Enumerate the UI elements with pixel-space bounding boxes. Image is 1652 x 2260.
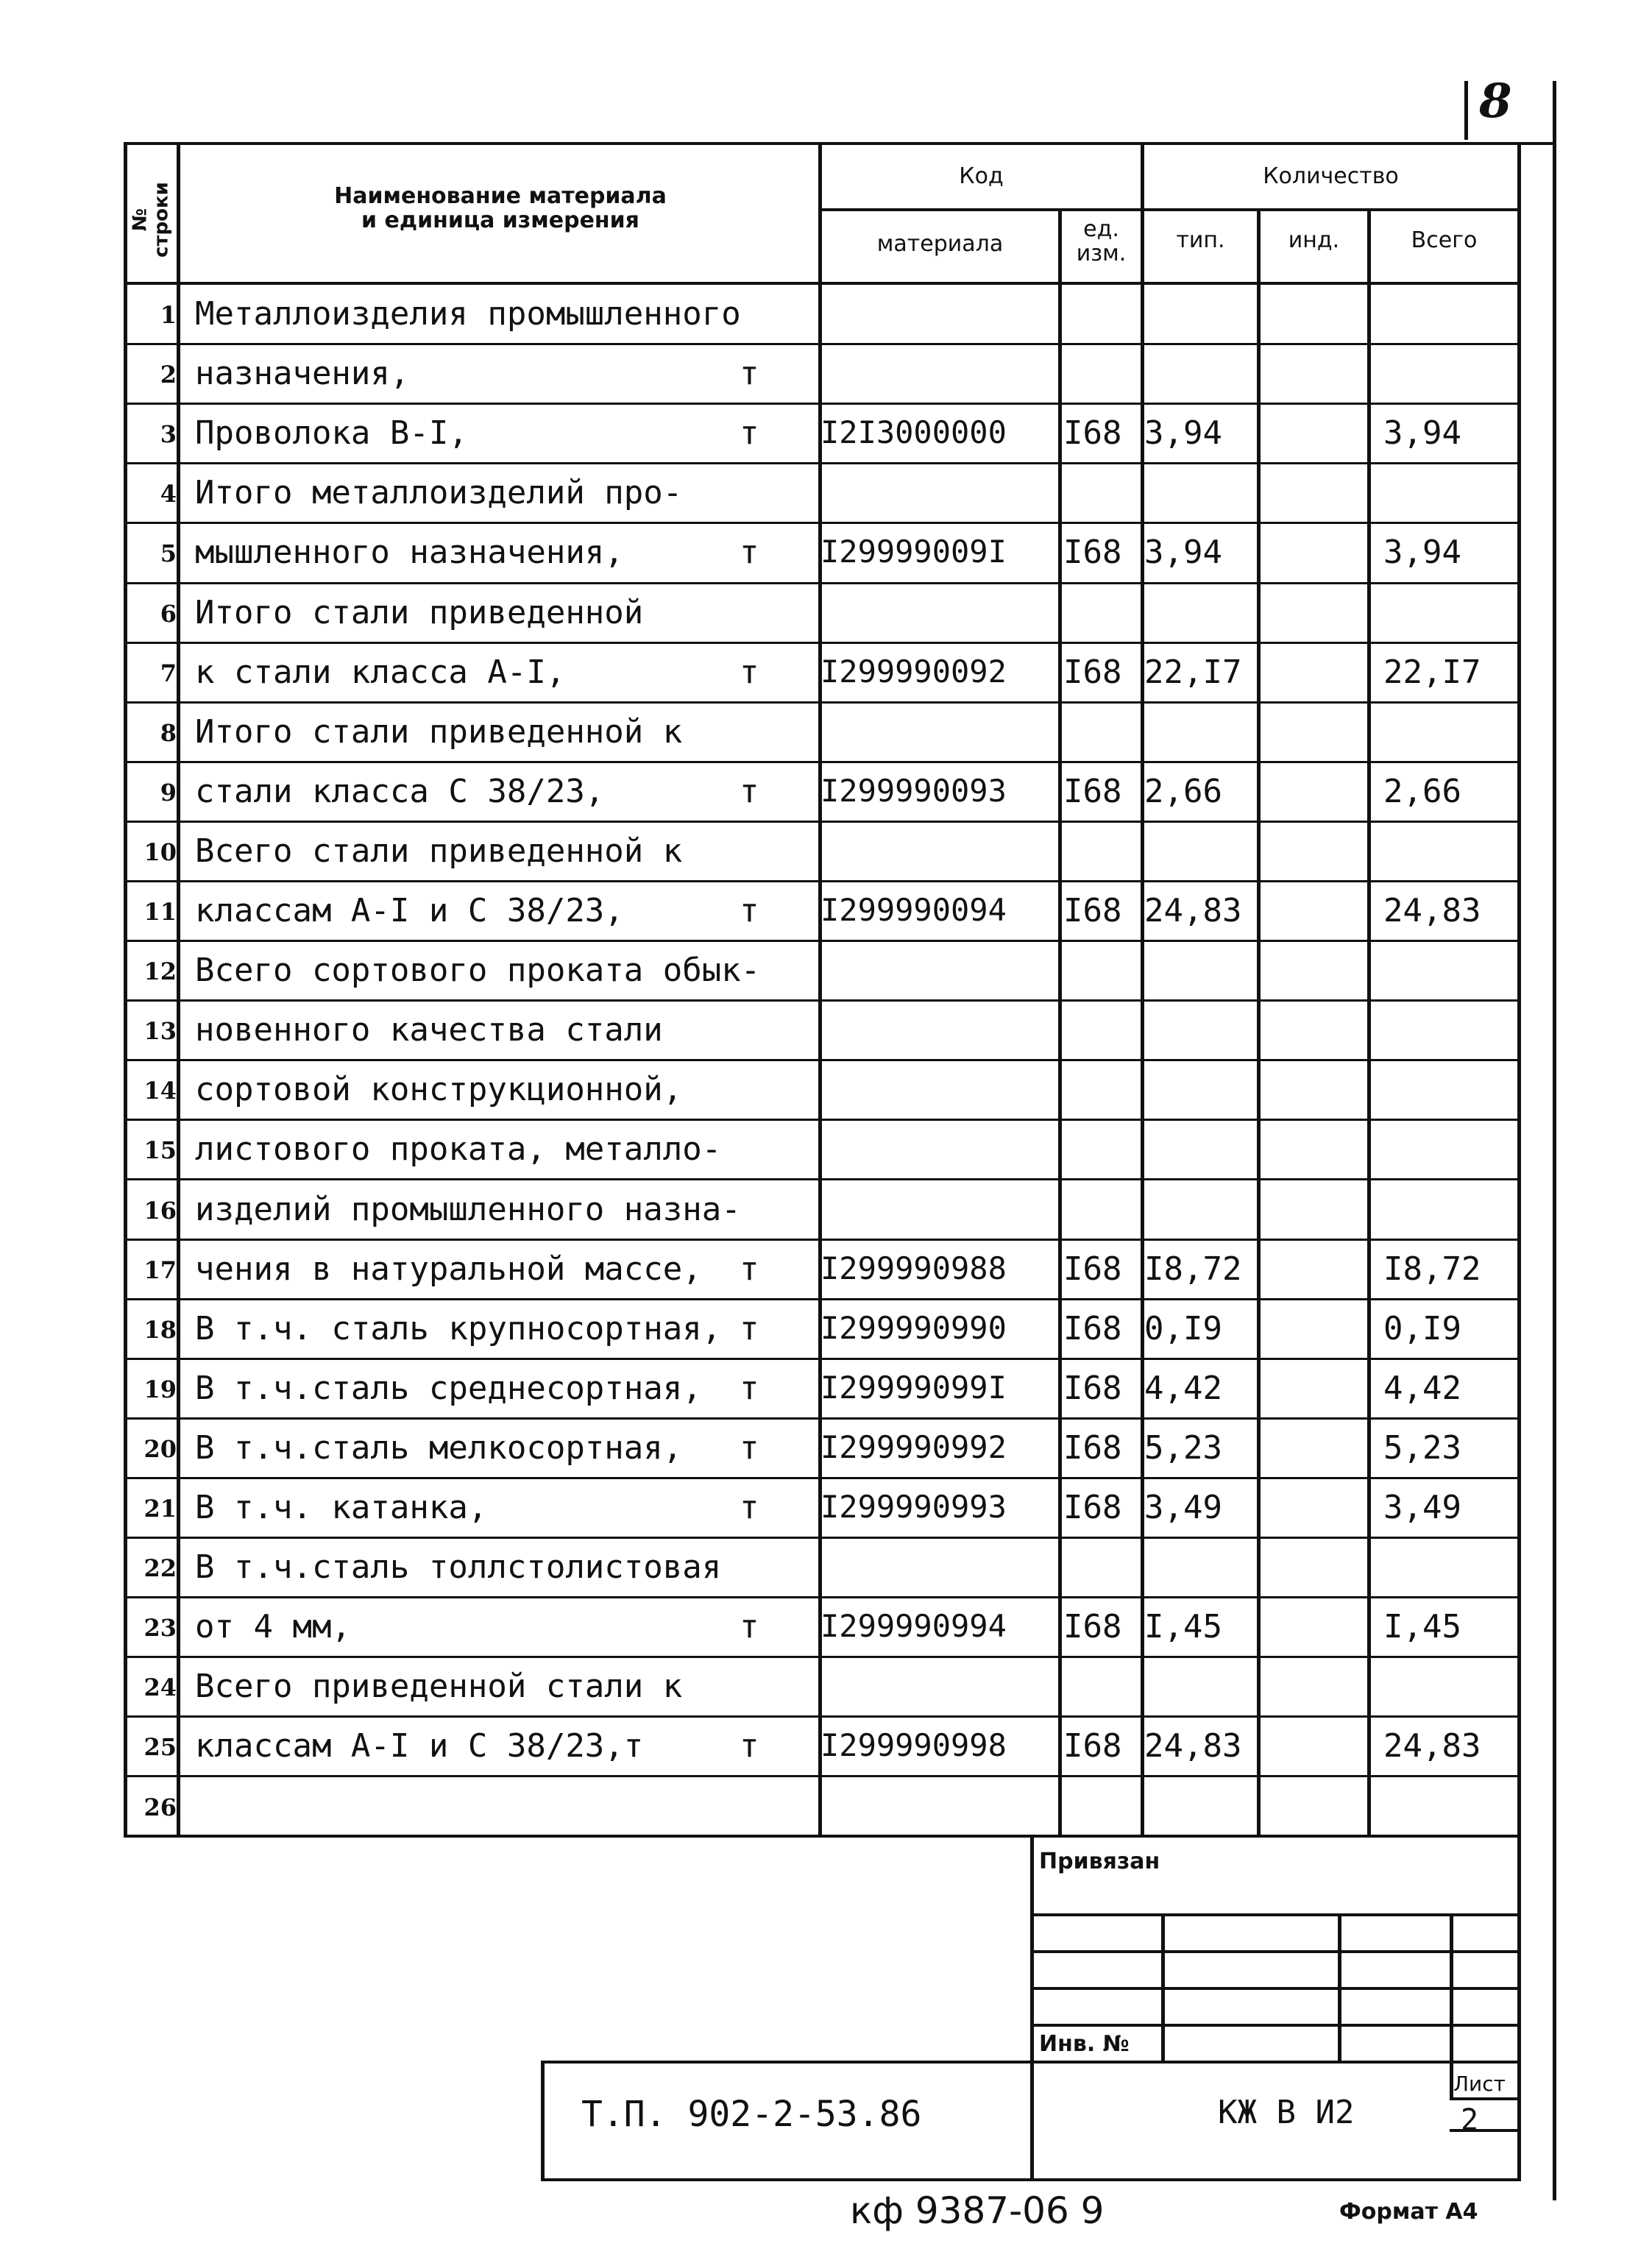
row-number: 10 (143, 838, 177, 866)
row-name: новенного качества стали (195, 1011, 663, 1049)
row-name: Металлоизделия промышленного (195, 295, 741, 333)
row-divider (124, 1059, 1521, 1061)
row-name: чения в натуральной массе, (195, 1250, 702, 1288)
row-name: листового проката, металло- (195, 1130, 722, 1168)
row-total: 24,83 (1383, 1727, 1481, 1765)
header-quantity: Количество (1263, 163, 1399, 189)
row-unit: I68 (1063, 1310, 1122, 1347)
row-unit: I68 (1063, 534, 1122, 571)
row-total: 3,94 (1383, 534, 1461, 571)
row-divider (124, 761, 1521, 763)
row-code: I299990994 (820, 1608, 1007, 1644)
row-number: 23 (143, 1614, 177, 1642)
row-divider (124, 403, 1521, 405)
row-unit: I68 (1063, 1608, 1122, 1646)
stamp-inv-no: Инв. № (1039, 2031, 1130, 2057)
row-unit-mark: т (740, 1250, 759, 1288)
row-name: классам А-I и С 38/23,т (195, 1727, 644, 1765)
row-code: I299990092 (820, 653, 1007, 690)
row-number: 11 (143, 898, 177, 926)
row-number: 2 (160, 361, 177, 389)
row-divider (124, 821, 1521, 823)
row-typ: 24,83 (1144, 892, 1242, 929)
row-name: от 4 мм, (195, 1608, 351, 1646)
row-name: Итого металлоизделий про- (195, 474, 683, 511)
row-number: 25 (143, 1733, 177, 1761)
row-number: 5 (160, 539, 177, 567)
row-code: I299990988 (820, 1250, 1007, 1286)
row-number: 17 (143, 1256, 177, 1284)
row-typ: 5,23 (1144, 1429, 1222, 1467)
footer-format: Формат А4 (1339, 2199, 1478, 2225)
row-name: изделий промышленного назна- (195, 1191, 741, 1228)
row-typ: I8,72 (1144, 1250, 1242, 1288)
row-unit: I68 (1063, 1727, 1122, 1765)
row-unit: I68 (1063, 414, 1122, 452)
stamp-attached: Привязан (1039, 1849, 1160, 1874)
row-unit-mark: т (740, 414, 759, 452)
row-code: I2I3000000 (820, 414, 1007, 450)
row-number: 9 (160, 779, 177, 807)
header-name: Наименование материала и единица измерения (334, 183, 667, 233)
row-code: I29999099I (820, 1370, 1007, 1406)
row-typ: 4,42 (1144, 1370, 1222, 1407)
row-divider (124, 701, 1521, 704)
row-number: 12 (143, 957, 177, 985)
row-divider (124, 1178, 1521, 1180)
row-unit-mark: т (740, 773, 759, 810)
row-code: I299990094 (820, 892, 1007, 928)
row-divider (124, 462, 1521, 464)
row-divider (124, 582, 1521, 584)
row-divider (124, 1715, 1521, 1718)
row-divider (124, 940, 1521, 942)
row-total: 3,49 (1383, 1489, 1461, 1526)
row-unit-mark: т (740, 1727, 759, 1765)
row-name: Всего приведенной стали к (195, 1668, 683, 1705)
row-number: 13 (143, 1017, 177, 1045)
row-name: В т.ч.сталь среднесортная, (195, 1370, 702, 1407)
row-typ: 0,I9 (1144, 1310, 1222, 1347)
row-divider (124, 343, 1521, 345)
row-unit: I68 (1063, 1489, 1122, 1526)
row-unit: I68 (1063, 892, 1122, 929)
row-typ: 3,49 (1144, 1489, 1222, 1526)
header-code: Код (959, 163, 1004, 189)
row-divider (124, 999, 1521, 1002)
row-number: 26 (143, 1793, 177, 1821)
row-number: 24 (143, 1673, 177, 1701)
row-unit: I68 (1063, 773, 1122, 810)
row-total: 5,23 (1383, 1429, 1461, 1467)
row-number: 20 (143, 1435, 177, 1463)
row-total: 24,83 (1383, 892, 1481, 929)
row-divider (124, 1596, 1521, 1598)
row-number: 18 (143, 1316, 177, 1344)
row-total: 22,I7 (1383, 653, 1481, 691)
row-unit: I68 (1063, 1370, 1122, 1407)
header-material: материала (876, 231, 1004, 257)
row-unit: I68 (1063, 653, 1122, 691)
row-unit-mark: т (740, 1608, 759, 1646)
header-ind: инд. (1288, 227, 1340, 253)
row-name: Всего стали приведенной к (195, 832, 683, 870)
row-unit-mark: т (740, 1429, 759, 1467)
row-number: 7 (160, 659, 177, 687)
row-divider (124, 1119, 1521, 1121)
row-divider (124, 1417, 1521, 1420)
stamp-sheet-label: Лист (1453, 2072, 1506, 2096)
row-number: 8 (160, 719, 177, 747)
row-divider (124, 1239, 1521, 1241)
row-divider (124, 1358, 1521, 1360)
row-typ: 22,I7 (1144, 653, 1242, 691)
row-divider (124, 1835, 1521, 1838)
row-number: 1 (160, 301, 177, 329)
row-name: сортовой конструкционной, (195, 1071, 683, 1108)
row-total: 0,I9 (1383, 1310, 1461, 1347)
row-name: назначения, (195, 355, 410, 392)
row-name: классам А-I и С 38/23, (195, 892, 624, 929)
row-total: I,45 (1383, 1608, 1461, 1646)
row-unit-mark: т (740, 892, 759, 929)
header-total: Всего (1411, 227, 1478, 253)
row-name: к стали класса А-I, (195, 653, 566, 691)
row-number: 16 (143, 1197, 177, 1225)
row-code: I299990992 (820, 1429, 1007, 1465)
row-name: В т.ч.сталь мелкосортная, (195, 1429, 683, 1467)
row-unit-mark: т (740, 534, 759, 571)
row-code: I299990990 (820, 1310, 1007, 1346)
row-divider (124, 880, 1521, 882)
row-code: I29999009I (820, 534, 1007, 570)
row-unit: I68 (1063, 1250, 1122, 1288)
stamp-section: КЖ В И2 (1218, 2094, 1355, 2131)
row-name: Итого стали приведенной к (195, 713, 683, 751)
row-name: В т.ч. катанка, (195, 1489, 488, 1526)
row-total: I8,72 (1383, 1250, 1481, 1288)
row-number: 6 (160, 600, 177, 628)
row-total: 4,42 (1383, 1370, 1461, 1407)
row-name: мышленного назначения, (195, 534, 624, 571)
row-number: 14 (143, 1077, 177, 1105)
row-typ: 3,94 (1144, 534, 1222, 571)
stamp-doc-code: Т.П. 902-2-53.86 (581, 2094, 922, 2135)
row-total: 3,94 (1383, 414, 1461, 452)
row-divider (124, 1775, 1521, 1777)
header-typ: тип. (1176, 227, 1225, 253)
header-unit: ед. изм. (1076, 216, 1127, 266)
header-row-no: № строки (129, 182, 172, 258)
footer-order-no: кф 9387-06 9 (850, 2189, 1105, 2232)
row-divider (124, 1656, 1521, 1658)
row-name: Всего сортового проката обык- (195, 952, 761, 989)
row-number: 19 (143, 1375, 177, 1403)
row-name: Проволока В-I, (195, 414, 468, 452)
row-divider (124, 642, 1521, 644)
row-divider (124, 1537, 1521, 1539)
row-number: 15 (143, 1136, 177, 1164)
row-divider (124, 522, 1521, 524)
row-code: I299990998 (820, 1727, 1007, 1763)
row-typ: I,45 (1144, 1608, 1222, 1646)
row-unit-mark: т (740, 1310, 759, 1347)
row-unit-mark: т (740, 1489, 759, 1526)
row-typ: 3,94 (1144, 414, 1222, 452)
row-number: 22 (143, 1554, 177, 1582)
row-number: 3 (160, 420, 177, 448)
row-divider (124, 1477, 1521, 1479)
row-number: 21 (143, 1495, 177, 1523)
row-number: 4 (160, 480, 177, 508)
row-typ: 2,66 (1144, 773, 1222, 810)
row-typ: 24,83 (1144, 1727, 1242, 1765)
row-name: В т.ч.сталь толлстолистовая (195, 1548, 722, 1586)
row-total: 2,66 (1383, 773, 1461, 810)
row-code: I299990093 (820, 773, 1007, 809)
row-unit-mark: т (740, 653, 759, 691)
row-unit-mark: т (740, 1370, 759, 1407)
row-code: I299990993 (820, 1489, 1007, 1525)
row-unit-mark: т (740, 355, 759, 392)
row-name: В т.ч. сталь крупносортная, (195, 1310, 722, 1347)
page-number: 8 (1479, 74, 1512, 129)
stamp-sheet-no: 2 (1461, 2103, 1479, 2137)
row-name: стали класса С 38/23, (195, 773, 605, 810)
row-divider (124, 1298, 1521, 1300)
row-unit: I68 (1063, 1429, 1122, 1467)
row-name: Итого стали приведенной (195, 594, 644, 631)
